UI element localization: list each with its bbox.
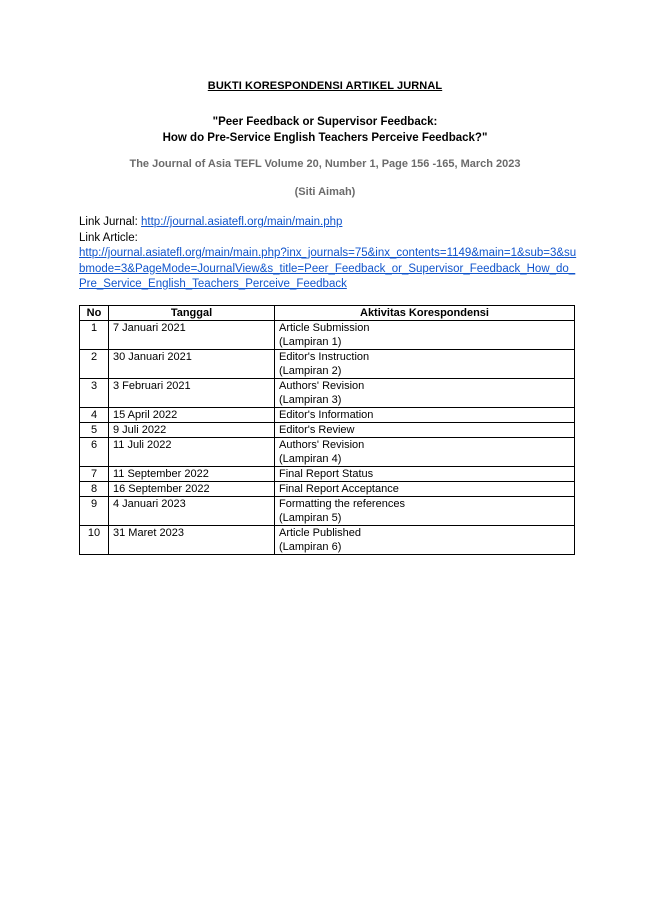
row-activity-cell — [275, 350, 575, 379]
document-title: BUKTI KORESPONDENSI ARTIKEL JURNAL — [207, 80, 443, 92]
journal-link-label: Link Jurnal: — [79, 216, 142, 228]
paper-title-line-2: How do Pre-Service English Teachers Perceive Feedback?" — [162, 132, 488, 144]
author-name: (Siti Aimah) — [294, 186, 356, 198]
row-attachment-note: (Lampiran 1) — [279, 336, 342, 348]
journal-link-row — [79, 215, 579, 231]
row-activity: Article Submission — [279, 322, 370, 334]
row-activity: Final Report Acceptance — [279, 483, 399, 495]
row-number: 4 — [80, 408, 109, 423]
row-number: 1 — [80, 321, 109, 350]
row-activity-cell — [275, 482, 575, 497]
journal-info: The Journal of Asia TEFL Volume 20, Number 1, Page 156 -165, March 2023 — [129, 158, 521, 170]
table-row — [80, 321, 575, 350]
links-section — [79, 215, 579, 293]
row-activity: Article Published — [279, 527, 361, 539]
row-date: 7 Januari 2021 — [109, 321, 275, 350]
correspondence-table — [79, 305, 575, 555]
row-activity-cell — [275, 321, 575, 350]
table-row — [80, 379, 575, 408]
row-date: 4 Januari 2023 — [109, 497, 275, 526]
table-row — [80, 467, 575, 482]
article-link[interactable]: http://journal.asiatefl.org/main/main.php?inx_journals=75&inx_contents=1149&main=1&sub=3&submode=3&PageMode=JournalView&s_title=Peer_Feedback_or_Supervisor_Feedback_How_do_Pre_Service_English_Teachers_Perceive_Feedback — [79, 247, 577, 290]
table-row — [80, 438, 575, 467]
row-attachment-note: (Lampiran 6) — [279, 541, 342, 553]
row-activity: Final Report Status — [279, 468, 374, 480]
row-attachment-note: (Lampiran 3) — [279, 394, 342, 406]
row-activity: Editor's Review — [279, 424, 355, 436]
table-row — [80, 408, 575, 423]
header-no: No — [80, 306, 109, 321]
table-row — [80, 423, 575, 438]
row-attachment-note: (Lampiran 4) — [279, 453, 342, 465]
table-row — [80, 482, 575, 497]
row-number: 8 — [80, 482, 109, 497]
row-activity: Authors' Revision — [279, 439, 365, 451]
row-date: 16 September 2022 — [109, 482, 275, 497]
paper-title — [0, 114, 650, 146]
row-activity-cell — [275, 423, 575, 438]
row-date: 11 September 2022 — [109, 467, 275, 482]
row-activity: Formatting the references — [279, 498, 405, 510]
row-number: 5 — [80, 423, 109, 438]
row-activity-cell — [275, 526, 575, 555]
row-date: 30 Januari 2021 — [109, 350, 275, 379]
row-number: 10 — [80, 526, 109, 555]
row-activity-cell — [275, 497, 575, 526]
article-link-label: Link Article: — [79, 231, 138, 244]
row-activity-cell — [275, 467, 575, 482]
row-date: 15 April 2022 — [109, 408, 275, 423]
row-activity: Editor's Information — [279, 409, 374, 421]
table-header-row — [80, 306, 575, 321]
row-activity: Authors' Revision — [279, 380, 365, 392]
row-number: 7 — [80, 467, 109, 482]
table-row — [80, 526, 575, 555]
row-activity-cell — [275, 438, 575, 467]
row-attachment-note: (Lampiran 5) — [279, 512, 342, 524]
row-date: 9 Juli 2022 — [109, 423, 275, 438]
row-number: 9 — [80, 497, 109, 526]
header-activity: Aktivitas Korespondensi — [275, 306, 575, 321]
table-row — [80, 497, 575, 526]
row-date: 3 Februari 2021 — [109, 379, 275, 408]
row-activity-cell — [275, 379, 575, 408]
header-date: Tanggal — [109, 306, 275, 321]
row-date: 11 Juli 2022 — [109, 438, 275, 467]
row-number: 3 — [80, 379, 109, 408]
row-date: 31 Maret 2023 — [109, 526, 275, 555]
row-number: 2 — [80, 350, 109, 379]
row-activity: Editor's Instruction — [279, 351, 370, 363]
row-number: 6 — [80, 438, 109, 467]
paper-title-line-1: "Peer Feedback or Supervisor Feedback: — [212, 116, 438, 128]
table-row — [80, 350, 575, 379]
table-body — [80, 321, 575, 555]
row-activity-cell — [275, 408, 575, 423]
journal-link[interactable]: http://journal.asiatefl.org/main/main.php — [141, 216, 343, 228]
row-attachment-note: (Lampiran 2) — [279, 365, 342, 377]
